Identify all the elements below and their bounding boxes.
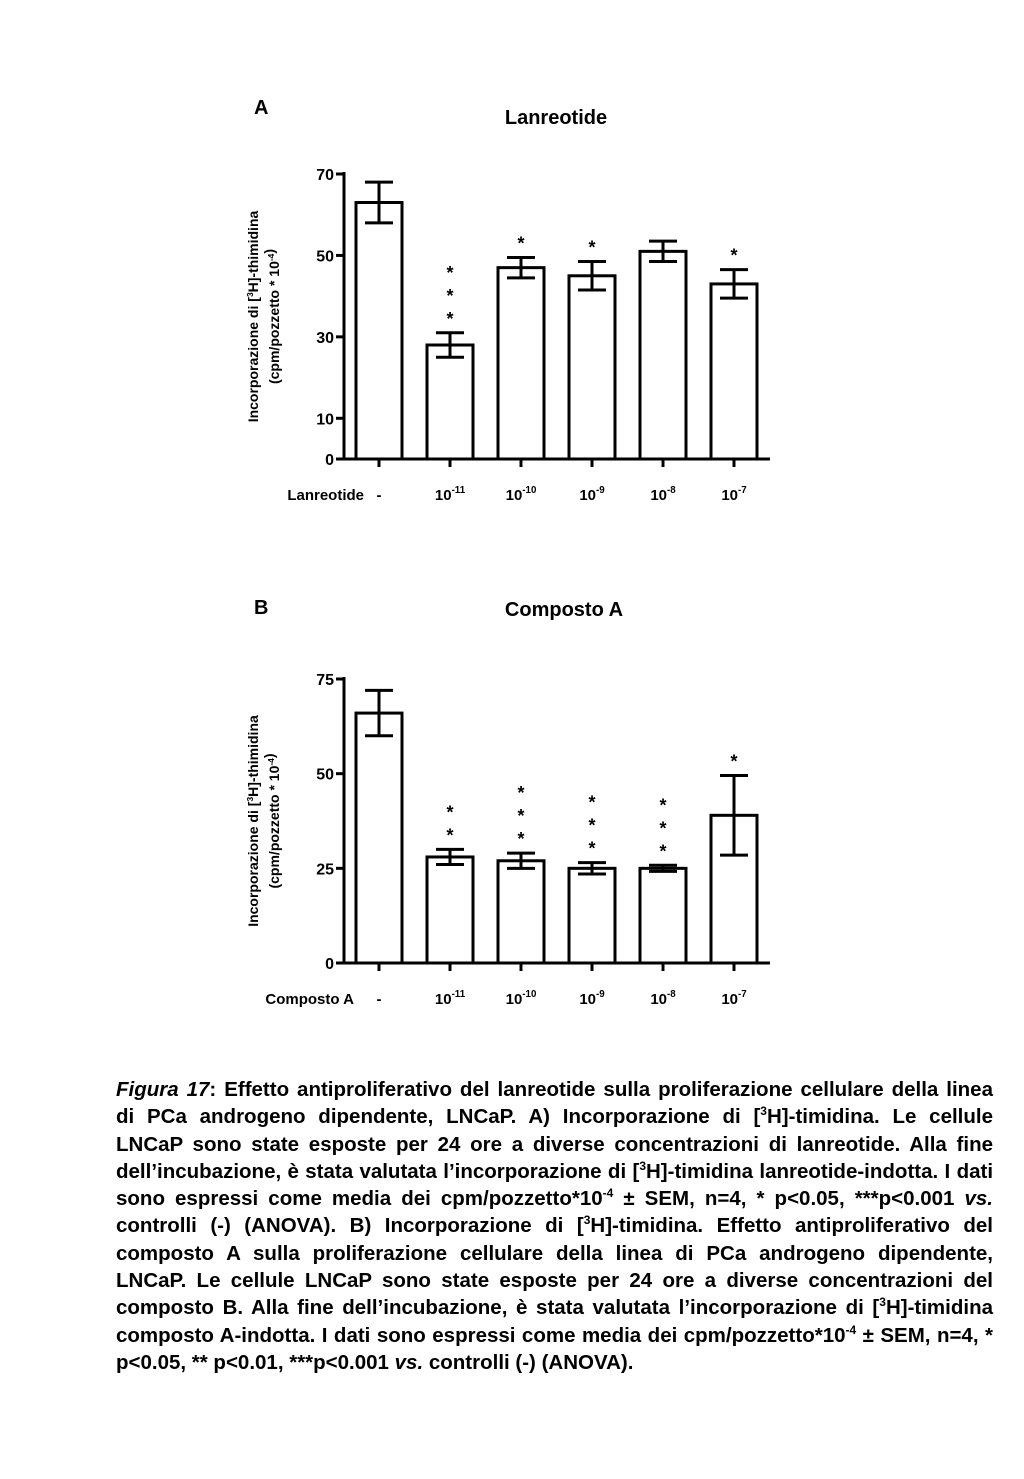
significance-star: *	[588, 815, 596, 836]
y-tick-label: 50	[316, 766, 334, 784]
caption-text: ± SEM, n=4, * p<0.05, ** p<0.01, ***p<0.001	[116, 1323, 993, 1374]
y-tick-label: 0	[325, 956, 334, 973]
caption-sup: 3	[760, 1104, 767, 1119]
caption-text: ± SEM, n=4, * p<0.05, ***p<0.001	[613, 1187, 965, 1211]
x-axis-label: Lanreotide	[287, 487, 364, 504]
chart-title: Lanreotide	[504, 107, 608, 129]
caption-text: H]-timidina lanreotide-indotta. I dati sono espressi come media dei cpm/pozzetto*10	[116, 1159, 994, 1211]
y-tick-label: 10	[316, 411, 334, 429]
caption-text: controlli (-) (ANOVA).	[423, 1350, 634, 1374]
significance-star: *	[659, 841, 667, 862]
figure-caption	[116, 1076, 993, 1376]
x-tick-label: -	[376, 487, 382, 504]
caption-text: : Effetto antiproliferativo del lanreotide sulla proliferazione cellulare della linea di PCa androgeno dipendente, LNCaP. A) Incorporazione di [	[116, 1078, 993, 1129]
significance-star: *	[730, 245, 738, 266]
y-tick-label: 30	[316, 329, 334, 347]
caption-text: H]-timidina. Le cellule LNCaP sono state esposte per 24 ore a diverse concentrazioni di lanreotide. Alla fine dell’incubazione, è stata valutata l’incorporazione di [	[116, 1105, 993, 1183]
bar	[356, 713, 402, 963]
y-tick-label: 70	[316, 167, 334, 184]
x-tick-label: -	[376, 991, 382, 1008]
significance-star: *	[446, 825, 454, 846]
bar	[640, 868, 686, 963]
significance-star: *	[517, 829, 525, 850]
y-tick-label: 25	[316, 861, 334, 879]
significance-star: *	[659, 818, 667, 839]
significance-star: *	[517, 233, 525, 254]
significance-star: *	[446, 802, 454, 823]
x-tick-label: $10^{-11}$	[434, 485, 466, 504]
y-axis-label-line2: (cpm/pozzetto * $10^{-4}$)	[261, 753, 282, 889]
panel-label: A	[254, 97, 269, 119]
significance-star: *	[517, 783, 525, 804]
chart-title: Composto A	[504, 599, 624, 621]
caption-sup: -4	[602, 1186, 614, 1201]
significance-star: *	[588, 838, 596, 859]
significance-star: *	[446, 285, 454, 306]
x-tick-label: $10^{-9}$	[579, 485, 605, 504]
bar	[427, 857, 473, 963]
x-tick-label: $10^{-7}$	[721, 485, 747, 504]
caption-sup: 3	[879, 1295, 886, 1310]
bar	[498, 861, 544, 963]
y-tick-label: 50	[316, 248, 334, 266]
x-tick-label: $10^{-8}$	[650, 485, 676, 504]
y-axis-label-line2: (cpm/pozzetto * $10^{-4}$)	[261, 248, 282, 385]
caption-vs: vs.	[394, 1350, 424, 1374]
x-tick-label: $10^{-9}$	[579, 989, 605, 1008]
x-tick-label: $10^{-7}$	[721, 989, 747, 1008]
y-tick-label: 0	[325, 452, 334, 469]
significance-star: *	[588, 792, 596, 813]
significance-star: *	[517, 806, 525, 827]
significance-star: *	[588, 237, 596, 258]
caption-sup: 3	[583, 1213, 591, 1228]
caption-fig-label: Figura 17	[116, 1078, 210, 1101]
caption-text: controlli (-) (ANOVA). B) Incorporazione di [	[116, 1214, 584, 1238]
significance-star: *	[730, 751, 738, 772]
caption-text: H]-timidina. Effetto antiproliferativo del composto A sulla proliferazione cellulare della linea di PCa androgeno dipendente, LNCaP. Le cellule LNCaP sono state esposte per 24 ore a diverse concentrazioni del composto B. Alla fine dell’incubazione, è stata valutata l’incorporazione di [	[116, 1214, 994, 1320]
caption-vs: vs.	[964, 1187, 993, 1211]
y-axis-label: Incorporazione di [$^3$H]-thimidina	[245, 210, 261, 423]
bar	[569, 868, 615, 963]
caption-sup: 3	[639, 1159, 646, 1174]
x-tick-label: $10^{-8}$	[650, 989, 676, 1008]
caption-text: H]-timidina composto A-indotta. I dati sono espressi come media dei cpm/pozzetto*10	[116, 1296, 993, 1347]
x-axis-label: Composto A	[265, 991, 354, 1008]
significance-star: *	[446, 308, 454, 329]
significance-star: *	[659, 795, 667, 816]
y-axis-label: Incorporazione di [$^3$H]-thimidina	[245, 715, 261, 927]
x-tick-label: $10^{-10}$	[505, 989, 537, 1008]
significance-star: *	[446, 262, 454, 283]
caption-sup: -4	[845, 1322, 857, 1337]
x-tick-label: $10^{-11}$	[434, 989, 466, 1008]
panel-label: B	[254, 597, 269, 619]
y-tick-label: 75	[316, 672, 334, 689]
x-tick-label: $10^{-10}$	[505, 485, 537, 504]
